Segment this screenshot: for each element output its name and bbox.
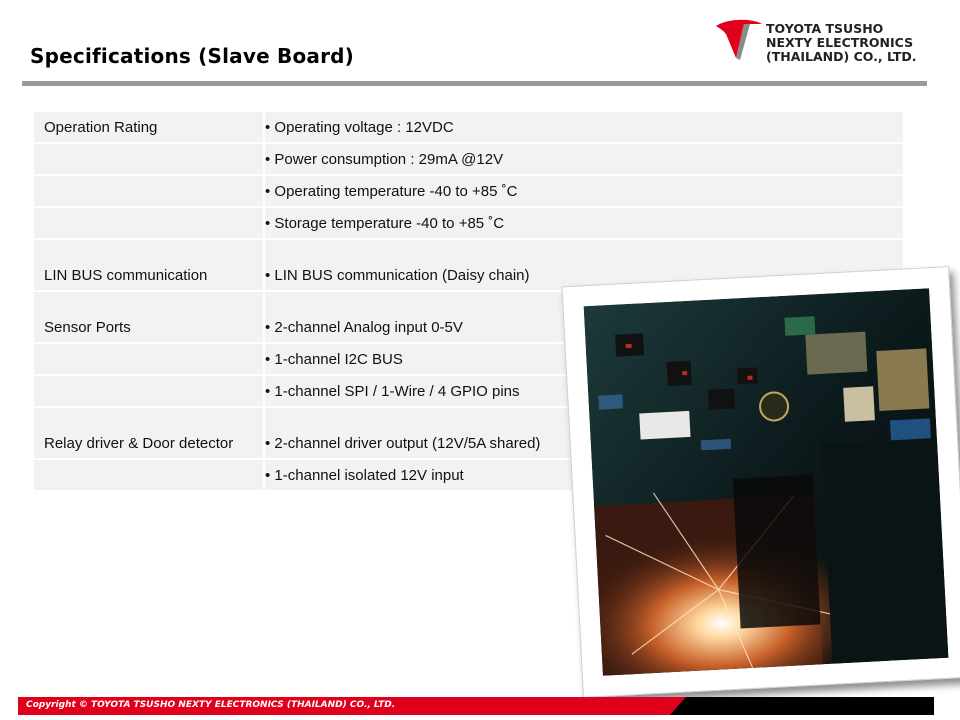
table-row	[34, 143, 903, 175]
spec-label	[34, 175, 264, 207]
spec-value: • 1-channel isolated 12V input	[264, 459, 903, 491]
spec-label	[34, 459, 264, 491]
spec-label	[34, 143, 264, 175]
spec-label: Relay driver & Door detector	[34, 407, 264, 459]
spec-label	[34, 343, 264, 375]
table-row	[34, 175, 903, 207]
spec-label: LIN BUS communication	[34, 239, 264, 291]
logo-line-2: NEXTY ELECTRONICS	[766, 35, 914, 50]
spec-value: • 2-channel driver output (12V/5A shared)	[264, 407, 903, 459]
spec-label	[34, 375, 264, 407]
copyright-text: Copyright © TOYOTA TSUSHO NEXTY ELECTRONICS (THAILAND) CO., LTD.	[26, 700, 396, 710]
footer-black-band	[670, 697, 934, 715]
spec-value: • 2-channel Analog input 0-5V	[264, 291, 903, 343]
spec-value: • LIN BUS communication (Daisy chain)	[264, 239, 903, 291]
spec-value: • Power consumption : 29mA @12V	[264, 143, 903, 175]
title-divider	[22, 81, 927, 86]
spec-value: • Operating temperature -40 to +85 ˚C	[264, 175, 903, 207]
logo-line-1: TOYOTA TSUSHO	[766, 21, 884, 36]
page-title: Specifications (Slave Board)	[30, 44, 355, 68]
table-row	[34, 207, 903, 239]
spec-label: Operation Rating	[34, 112, 264, 143]
footer-bar	[18, 697, 934, 715]
spec-value: • Storage temperature -40 to +85 ˚C	[264, 207, 903, 239]
logo-line-3: (THAILAND) CO., LTD.	[766, 49, 917, 64]
company-logo	[714, 18, 924, 78]
spec-value: • 1-channel I2C BUS	[264, 343, 903, 375]
circuit-board-photo	[561, 266, 960, 698]
table-row	[34, 112, 903, 143]
spec-label: Sensor Ports	[34, 291, 264, 343]
spec-value: • 1-channel SPI / 1-Wire / 4 GPIO pins	[264, 375, 903, 407]
logo-mark-icon	[714, 18, 764, 62]
circuit-board-image	[584, 288, 949, 676]
spec-label	[34, 207, 264, 239]
spec-value: • Operating voltage : 12VDC	[264, 112, 903, 143]
